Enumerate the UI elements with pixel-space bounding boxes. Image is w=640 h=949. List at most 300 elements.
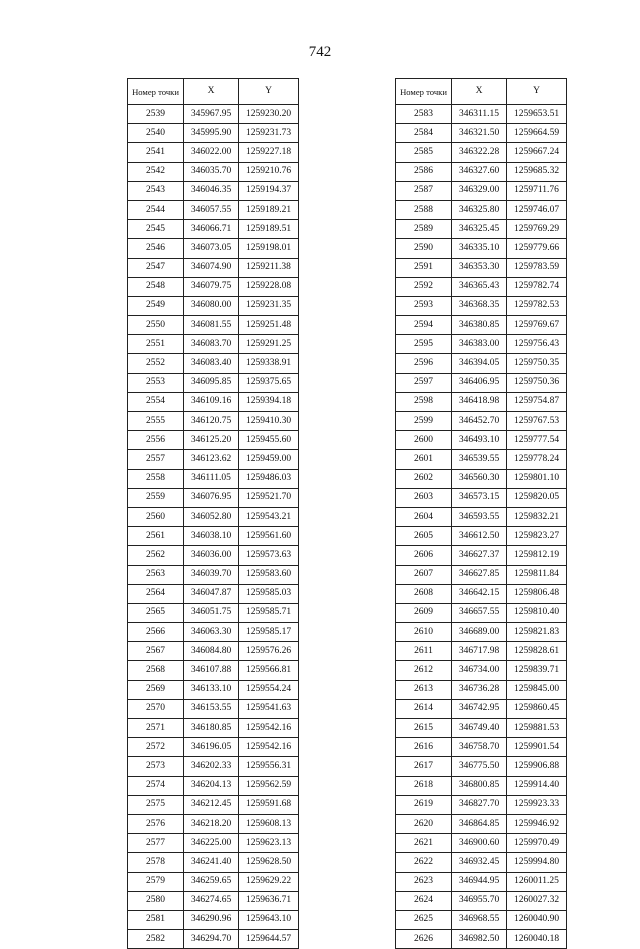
table-row [396, 565, 567, 584]
x-coordinate-cell: 346800.85 [452, 776, 507, 795]
x-coordinate-cell: 346749.40 [452, 719, 507, 738]
y-coordinate-cell: 1259782.74 [507, 277, 567, 296]
x-coordinate-cell: 346080.00 [184, 296, 239, 315]
table-row [128, 795, 299, 814]
y-coordinate-cell: 1259636.71 [239, 891, 299, 910]
y-coordinate-cell: 1259806.48 [507, 584, 567, 603]
point-number-cell: 2595 [396, 335, 452, 354]
x-coordinate-cell: 346073.05 [184, 239, 239, 258]
y-coordinate-cell: 1259664.59 [507, 124, 567, 143]
point-number-cell: 2614 [396, 699, 452, 718]
table-row [128, 910, 299, 929]
point-number-cell: 2558 [128, 469, 184, 488]
point-number-cell: 2556 [128, 431, 184, 450]
y-coordinate-cell: 1259750.35 [507, 354, 567, 373]
point-number-cell: 2621 [396, 834, 452, 853]
y-coordinate-cell: 1259623.13 [239, 834, 299, 853]
x-coordinate-cell: 346120.75 [184, 412, 239, 431]
x-coordinate-cell: 346241.40 [184, 853, 239, 872]
y-coordinate-cell: 1259823.27 [507, 527, 567, 546]
table-row [128, 853, 299, 872]
x-coordinate-cell: 346452.70 [452, 412, 507, 431]
table-row [128, 181, 299, 200]
point-number-cell: 2587 [396, 181, 452, 200]
y-coordinate-cell: 1259685.32 [507, 162, 567, 181]
table-row [128, 738, 299, 757]
table-row [396, 354, 567, 373]
x-coordinate-cell: 346022.00 [184, 143, 239, 162]
point-number-cell: 2584 [396, 124, 452, 143]
point-number-cell: 2574 [128, 776, 184, 795]
y-coordinate-cell: 1259459.00 [239, 450, 299, 469]
point-number-cell: 2592 [396, 277, 452, 296]
table-row [128, 412, 299, 431]
x-coordinate-cell: 345967.95 [184, 105, 239, 124]
table-row [396, 738, 567, 757]
x-coordinate-cell: 346627.85 [452, 565, 507, 584]
y-coordinate-cell: 1259211.38 [239, 258, 299, 277]
table-row [128, 584, 299, 603]
point-number-cell: 2610 [396, 623, 452, 642]
point-number-cell: 2596 [396, 354, 452, 373]
point-number-cell: 2559 [128, 488, 184, 507]
table-row [128, 623, 299, 642]
x-coordinate-cell: 346196.05 [184, 738, 239, 757]
table-row [396, 757, 567, 776]
table-row [128, 661, 299, 680]
point-number-cell: 2601 [396, 450, 452, 469]
x-coordinate-cell: 346335.10 [452, 239, 507, 258]
x-coordinate-cell: 346057.55 [184, 200, 239, 219]
point-number-cell: 2581 [128, 910, 184, 929]
header-x: X [452, 79, 507, 105]
table-row [128, 699, 299, 718]
x-coordinate-cell: 346274.65 [184, 891, 239, 910]
x-coordinate-cell: 346081.55 [184, 316, 239, 335]
x-coordinate-cell: 346076.95 [184, 488, 239, 507]
table-row [128, 469, 299, 488]
x-coordinate-cell: 346311.15 [452, 105, 507, 124]
x-coordinate-cell: 346932.45 [452, 853, 507, 872]
y-coordinate-cell: 1259901.54 [507, 738, 567, 757]
y-coordinate-cell: 1259585.03 [239, 584, 299, 603]
y-coordinate-cell: 1259811.84 [507, 565, 567, 584]
x-coordinate-cell: 346742.95 [452, 699, 507, 718]
y-coordinate-cell: 1259189.51 [239, 220, 299, 239]
y-coordinate-cell: 1259812.19 [507, 546, 567, 565]
y-coordinate-cell: 1259628.50 [239, 853, 299, 872]
point-number-cell: 2586 [396, 162, 452, 181]
x-coordinate-cell: 346353.30 [452, 258, 507, 277]
x-coordinate-cell: 346052.80 [184, 507, 239, 526]
page-number: 742 [308, 44, 332, 60]
point-number-cell: 2540 [128, 124, 184, 143]
table-row [396, 584, 567, 603]
header-point-number: Номер точки [396, 79, 452, 105]
table-row [128, 124, 299, 143]
point-number-cell: 2605 [396, 527, 452, 546]
x-coordinate-cell: 346775.50 [452, 757, 507, 776]
table-row [128, 719, 299, 738]
table-row [128, 143, 299, 162]
y-coordinate-cell: 1259566.81 [239, 661, 299, 680]
table-row [128, 546, 299, 565]
table-row [128, 507, 299, 526]
x-coordinate-cell: 346900.60 [452, 834, 507, 853]
header-y: Y [507, 79, 567, 105]
x-coordinate-cell: 346035.70 [184, 162, 239, 181]
y-coordinate-cell: 1259767.53 [507, 412, 567, 431]
x-coordinate-cell: 346380.85 [452, 316, 507, 335]
y-coordinate-cell: 1259231.73 [239, 124, 299, 143]
table-row [128, 565, 299, 584]
x-coordinate-cell: 346758.70 [452, 738, 507, 757]
point-number-cell: 2548 [128, 277, 184, 296]
table-row [128, 450, 299, 469]
y-coordinate-cell: 1259210.76 [239, 162, 299, 181]
y-coordinate-cell: 1259375.65 [239, 373, 299, 392]
point-number-cell: 2625 [396, 910, 452, 929]
table-row [396, 930, 567, 949]
table-row [128, 373, 299, 392]
x-coordinate-cell: 346046.35 [184, 181, 239, 200]
y-coordinate-cell: 1259845.00 [507, 680, 567, 699]
y-coordinate-cell: 1259573.63 [239, 546, 299, 565]
table-row [396, 642, 567, 661]
table-row [128, 930, 299, 949]
point-number-cell: 2563 [128, 565, 184, 584]
table-row [396, 373, 567, 392]
point-number-cell: 2607 [396, 565, 452, 584]
y-coordinate-cell: 1259644.57 [239, 930, 299, 949]
point-number-cell: 2612 [396, 661, 452, 680]
x-coordinate-cell: 346038.10 [184, 527, 239, 546]
y-coordinate-cell: 1259711.76 [507, 181, 567, 200]
x-coordinate-cell: 346133.10 [184, 680, 239, 699]
y-coordinate-cell: 1259643.10 [239, 910, 299, 929]
x-coordinate-cell: 346322.28 [452, 143, 507, 162]
table-row [396, 143, 567, 162]
y-coordinate-cell: 1259777.54 [507, 431, 567, 450]
point-number-cell: 2555 [128, 412, 184, 431]
point-number-cell: 2590 [396, 239, 452, 258]
table-row [128, 680, 299, 699]
x-coordinate-cell: 346573.15 [452, 488, 507, 507]
x-coordinate-cell: 346202.33 [184, 757, 239, 776]
point-number-cell: 2620 [396, 814, 452, 833]
y-coordinate-cell: 1259410.30 [239, 412, 299, 431]
x-coordinate-cell: 346212.45 [184, 795, 239, 814]
point-number-cell: 2588 [396, 200, 452, 219]
table-row [396, 776, 567, 795]
x-coordinate-cell: 346368.35 [452, 296, 507, 315]
x-coordinate-cell: 346051.75 [184, 603, 239, 622]
point-number-cell: 2619 [396, 795, 452, 814]
x-coordinate-cell: 346560.30 [452, 469, 507, 488]
y-coordinate-cell: 1259227.18 [239, 143, 299, 162]
point-number-cell: 2539 [128, 105, 184, 124]
y-coordinate-cell: 1259486.03 [239, 469, 299, 488]
point-number-cell: 2562 [128, 546, 184, 565]
point-number-cell: 2547 [128, 258, 184, 277]
y-coordinate-cell: 1259542.16 [239, 719, 299, 738]
x-coordinate-cell: 346657.55 [452, 603, 507, 622]
y-coordinate-cell: 1260040.90 [507, 910, 567, 929]
table-row [396, 124, 567, 143]
table-row [396, 488, 567, 507]
x-coordinate-cell: 346827.70 [452, 795, 507, 814]
point-number-cell: 2561 [128, 527, 184, 546]
x-coordinate-cell: 346039.70 [184, 565, 239, 584]
y-coordinate-cell: 1259769.29 [507, 220, 567, 239]
point-number-cell: 2554 [128, 392, 184, 411]
y-coordinate-cell: 1259554.24 [239, 680, 299, 699]
y-coordinate-cell: 1259821.83 [507, 623, 567, 642]
y-coordinate-cell: 1259228.08 [239, 277, 299, 296]
point-number-cell: 2576 [128, 814, 184, 833]
point-number-cell: 2603 [396, 488, 452, 507]
x-coordinate-cell: 346153.55 [184, 699, 239, 718]
x-coordinate-cell: 346321.50 [452, 124, 507, 143]
point-number-cell: 2615 [396, 719, 452, 738]
x-coordinate-cell: 346107.88 [184, 661, 239, 680]
y-coordinate-cell: 1259198.01 [239, 239, 299, 258]
table-row [128, 431, 299, 450]
y-coordinate-cell: 1259521.70 [239, 488, 299, 507]
table-row [396, 239, 567, 258]
table-row [396, 431, 567, 450]
x-coordinate-cell: 346294.70 [184, 930, 239, 949]
point-number-cell: 2613 [396, 680, 452, 699]
y-coordinate-cell: 1259230.20 [239, 105, 299, 124]
table-row [396, 891, 567, 910]
table-row [396, 277, 567, 296]
point-number-cell: 2582 [128, 930, 184, 949]
point-number-cell: 2557 [128, 450, 184, 469]
x-coordinate-cell: 346036.00 [184, 546, 239, 565]
y-coordinate-cell: 1259194.37 [239, 181, 299, 200]
table-row [396, 623, 567, 642]
table-row [396, 699, 567, 718]
y-coordinate-cell: 1259608.13 [239, 814, 299, 833]
table-row [128, 354, 299, 373]
point-number-cell: 2599 [396, 412, 452, 431]
point-number-cell: 2626 [396, 930, 452, 949]
coordinates-table-left [127, 78, 299, 949]
header-point-number: Номер точки [128, 79, 184, 105]
point-number-cell: 2609 [396, 603, 452, 622]
x-coordinate-cell: 346394.05 [452, 354, 507, 373]
table-row [128, 603, 299, 622]
x-coordinate-cell: 346083.40 [184, 354, 239, 373]
table-row [128, 200, 299, 219]
table-row [396, 105, 567, 124]
point-number-cell: 2575 [128, 795, 184, 814]
point-number-cell: 2546 [128, 239, 184, 258]
y-coordinate-cell: 1259881.53 [507, 719, 567, 738]
point-number-cell: 2553 [128, 373, 184, 392]
table-row [128, 776, 299, 795]
point-number-cell: 2585 [396, 143, 452, 162]
table-row [128, 335, 299, 354]
table-row [396, 603, 567, 622]
point-number-cell: 2569 [128, 680, 184, 699]
y-coordinate-cell: 1259756.43 [507, 335, 567, 354]
y-coordinate-cell: 1259750.36 [507, 373, 567, 392]
x-coordinate-cell: 346383.00 [452, 335, 507, 354]
x-coordinate-cell: 346325.80 [452, 200, 507, 219]
y-coordinate-cell: 1259923.33 [507, 795, 567, 814]
y-coordinate-cell: 1259801.10 [507, 469, 567, 488]
y-coordinate-cell: 1259783.59 [507, 258, 567, 277]
header-x: X [184, 79, 239, 105]
y-coordinate-cell: 1259455.60 [239, 431, 299, 450]
x-coordinate-cell: 346074.90 [184, 258, 239, 277]
point-number-cell: 2608 [396, 584, 452, 603]
table-row [396, 220, 567, 239]
table-row [128, 296, 299, 315]
point-number-cell: 2560 [128, 507, 184, 526]
table-row [396, 412, 567, 431]
point-number-cell: 2598 [396, 392, 452, 411]
point-number-cell: 2571 [128, 719, 184, 738]
y-coordinate-cell: 1259231.35 [239, 296, 299, 315]
table-row [128, 872, 299, 891]
y-coordinate-cell: 1259906.88 [507, 757, 567, 776]
table-row [128, 488, 299, 507]
table-row [396, 392, 567, 411]
table-row [128, 316, 299, 335]
x-coordinate-cell: 346325.45 [452, 220, 507, 239]
table-row [396, 296, 567, 315]
y-coordinate-cell: 1259561.60 [239, 527, 299, 546]
x-coordinate-cell: 346063.30 [184, 623, 239, 642]
x-coordinate-cell: 346627.37 [452, 546, 507, 565]
y-coordinate-cell: 1259810.40 [507, 603, 567, 622]
table-row [128, 162, 299, 181]
table-row [396, 661, 567, 680]
point-number-cell: 2572 [128, 738, 184, 757]
x-coordinate-cell: 346736.28 [452, 680, 507, 699]
x-coordinate-cell: 346593.55 [452, 507, 507, 526]
point-number-cell: 2570 [128, 699, 184, 718]
table-row [128, 814, 299, 833]
table-row [128, 220, 299, 239]
y-coordinate-cell: 1259914.40 [507, 776, 567, 795]
y-coordinate-cell: 1259779.66 [507, 239, 567, 258]
y-coordinate-cell: 1259754.87 [507, 392, 567, 411]
table-row [396, 181, 567, 200]
y-coordinate-cell: 1259338.91 [239, 354, 299, 373]
point-number-cell: 2618 [396, 776, 452, 795]
table-row [396, 469, 567, 488]
table-header-row [396, 79, 567, 105]
point-number-cell: 2552 [128, 354, 184, 373]
y-coordinate-cell: 1259839.71 [507, 661, 567, 680]
y-coordinate-cell: 1259291.25 [239, 335, 299, 354]
x-coordinate-cell: 346982.50 [452, 930, 507, 949]
y-coordinate-cell: 1259562.59 [239, 776, 299, 795]
point-number-cell: 2542 [128, 162, 184, 181]
point-number-cell: 2573 [128, 757, 184, 776]
y-coordinate-cell: 1259556.31 [239, 757, 299, 776]
coordinates-table-right [395, 78, 567, 949]
point-number-cell: 2616 [396, 738, 452, 757]
y-coordinate-cell: 1259591.68 [239, 795, 299, 814]
table-row [396, 450, 567, 469]
table-row [128, 105, 299, 124]
table-row [396, 507, 567, 526]
point-number-cell: 2579 [128, 872, 184, 891]
x-coordinate-cell: 346218.20 [184, 814, 239, 833]
x-coordinate-cell: 346290.96 [184, 910, 239, 929]
y-coordinate-cell: 1260027.32 [507, 891, 567, 910]
table-row [396, 719, 567, 738]
table-row [128, 527, 299, 546]
x-coordinate-cell: 346955.70 [452, 891, 507, 910]
table-row [396, 335, 567, 354]
y-coordinate-cell: 1259585.17 [239, 623, 299, 642]
table-row [396, 853, 567, 872]
table-row [396, 872, 567, 891]
x-coordinate-cell: 346066.71 [184, 220, 239, 239]
y-coordinate-cell: 1259746.07 [507, 200, 567, 219]
y-coordinate-cell: 1259946.92 [507, 814, 567, 833]
point-number-cell: 2583 [396, 105, 452, 124]
y-coordinate-cell: 1259832.21 [507, 507, 567, 526]
x-coordinate-cell: 346084.80 [184, 642, 239, 661]
point-number-cell: 2606 [396, 546, 452, 565]
point-number-cell: 2551 [128, 335, 184, 354]
point-number-cell: 2545 [128, 220, 184, 239]
y-coordinate-cell: 1259970.49 [507, 834, 567, 853]
x-coordinate-cell: 346642.15 [452, 584, 507, 603]
x-coordinate-cell: 346734.00 [452, 661, 507, 680]
table-row [396, 814, 567, 833]
y-coordinate-cell: 1259667.24 [507, 143, 567, 162]
y-coordinate-cell: 1259583.60 [239, 565, 299, 584]
x-coordinate-cell: 346493.10 [452, 431, 507, 450]
point-number-cell: 2622 [396, 853, 452, 872]
y-coordinate-cell: 1259585.71 [239, 603, 299, 622]
point-number-cell: 2550 [128, 316, 184, 335]
point-number-cell: 2566 [128, 623, 184, 642]
table-row [396, 795, 567, 814]
x-coordinate-cell: 346259.65 [184, 872, 239, 891]
x-coordinate-cell: 346365.43 [452, 277, 507, 296]
point-number-cell: 2617 [396, 757, 452, 776]
point-number-cell: 2567 [128, 642, 184, 661]
x-coordinate-cell: 346125.20 [184, 431, 239, 450]
x-coordinate-cell: 346689.00 [452, 623, 507, 642]
y-coordinate-cell: 1259769.67 [507, 316, 567, 335]
y-coordinate-cell: 1259629.22 [239, 872, 299, 891]
y-coordinate-cell: 1260011.25 [507, 872, 567, 891]
point-number-cell: 2624 [396, 891, 452, 910]
point-number-cell: 2543 [128, 181, 184, 200]
x-coordinate-cell: 346329.00 [452, 181, 507, 200]
point-number-cell: 2611 [396, 642, 452, 661]
x-coordinate-cell: 346047.87 [184, 584, 239, 603]
y-coordinate-cell: 1259860.45 [507, 699, 567, 718]
x-coordinate-cell: 345995.90 [184, 124, 239, 143]
point-number-cell: 2591 [396, 258, 452, 277]
table-row [128, 258, 299, 277]
x-coordinate-cell: 346717.98 [452, 642, 507, 661]
y-coordinate-cell: 1259820.05 [507, 488, 567, 507]
table-row [396, 200, 567, 219]
y-coordinate-cell: 1259576.26 [239, 642, 299, 661]
